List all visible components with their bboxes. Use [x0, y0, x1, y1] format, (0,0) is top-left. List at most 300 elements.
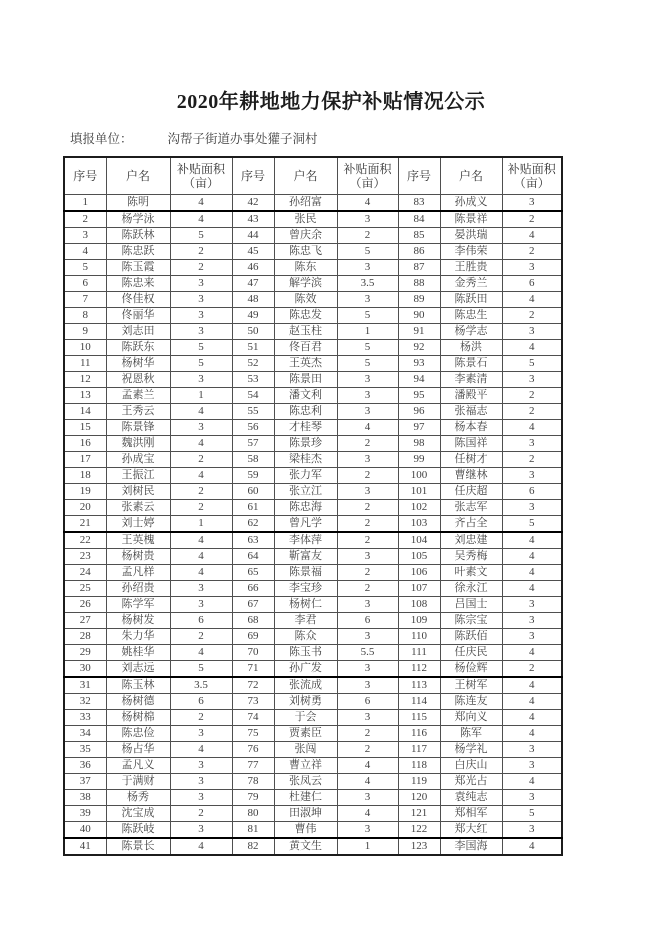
- table-row: [64, 758, 562, 774]
- entry-id-cell: 43: [232, 211, 274, 228]
- entry-id-cell: 2: [64, 211, 106, 228]
- table-row: [64, 694, 562, 710]
- entry-name-cell: 李宝珍: [274, 581, 337, 597]
- entry-area-cell: 3.5: [170, 677, 232, 694]
- entry-name-cell: 于满财: [106, 774, 170, 790]
- entry-name-cell: 晏洪瑞: [440, 228, 502, 244]
- entry-name-cell: 孙绍贵: [106, 581, 170, 597]
- entry-id-cell: 49: [232, 308, 274, 324]
- entry-name-cell: 王英杰: [274, 356, 337, 372]
- entry-name-cell: 任庆超: [440, 484, 502, 500]
- table-row: [64, 452, 562, 468]
- entry-id-cell: 42: [232, 195, 274, 212]
- entry-name-cell: 杨树德: [106, 694, 170, 710]
- entry-id-cell: 90: [398, 308, 440, 324]
- entry-id-cell: 9: [64, 324, 106, 340]
- entry-id-cell: 73: [232, 694, 274, 710]
- entry-area-cell: 2: [170, 500, 232, 516]
- entry-id-cell: 20: [64, 500, 106, 516]
- entry-id-cell: 97: [398, 420, 440, 436]
- entry-name-cell: 陈国祥: [440, 436, 502, 452]
- entry-id-cell: 17: [64, 452, 106, 468]
- entry-name-cell: 叶素文: [440, 565, 502, 581]
- entry-id-cell: 72: [232, 677, 274, 694]
- entry-id-cell: 27: [64, 613, 106, 629]
- entry-id-cell: 66: [232, 581, 274, 597]
- table-row: [64, 597, 562, 613]
- entry-name-cell: 曹伟: [274, 822, 337, 839]
- entry-id-cell: 107: [398, 581, 440, 597]
- entry-area-cell: 4: [502, 710, 562, 726]
- entry-area-cell: 2: [337, 742, 398, 758]
- entry-name-cell: 杨洪: [440, 340, 502, 356]
- entry-name-cell: 才桂琴: [274, 420, 337, 436]
- table-row: [64, 613, 562, 629]
- entry-id-cell: 96: [398, 404, 440, 420]
- entry-id-cell: 87: [398, 260, 440, 276]
- table-row: [64, 726, 562, 742]
- entry-area-cell: 4: [502, 292, 562, 308]
- entry-id-cell: 86: [398, 244, 440, 260]
- entry-area-cell: 4: [337, 195, 398, 212]
- entry-id-cell: 110: [398, 629, 440, 645]
- table-row: [64, 774, 562, 790]
- entry-name-cell: 陈忠发: [274, 308, 337, 324]
- entry-area-cell: 3: [337, 372, 398, 388]
- entry-area-cell: 5: [170, 661, 232, 678]
- entry-name-cell: 张流成: [274, 677, 337, 694]
- entry-id-cell: 63: [232, 532, 274, 549]
- entry-area-cell: 3: [170, 726, 232, 742]
- entry-id-cell: 74: [232, 710, 274, 726]
- entry-area-cell: 2: [502, 452, 562, 468]
- entry-id-cell: 10: [64, 340, 106, 356]
- table-header: [64, 157, 562, 195]
- entry-area-cell: 5: [337, 356, 398, 372]
- table-row: [64, 645, 562, 661]
- entry-name-cell: 杨树贵: [106, 549, 170, 565]
- entry-id-cell: 45: [232, 244, 274, 260]
- entry-name-cell: 李素清: [440, 372, 502, 388]
- entry-id-cell: 28: [64, 629, 106, 645]
- entry-name-cell: 杜建仁: [274, 790, 337, 806]
- entry-id-cell: 37: [64, 774, 106, 790]
- table-row: [64, 710, 562, 726]
- entry-id-cell: 122: [398, 822, 440, 839]
- entry-id-cell: 85: [398, 228, 440, 244]
- entry-area-cell: 4: [502, 581, 562, 597]
- entry-id-cell: 80: [232, 806, 274, 822]
- entry-name-cell: 李体萍: [274, 532, 337, 549]
- entry-name-cell: 王树军: [440, 677, 502, 694]
- entry-name-cell: 杨树华: [106, 356, 170, 372]
- entry-area-cell: 4: [502, 677, 562, 694]
- entry-area-cell: 2: [170, 710, 232, 726]
- table-row: [64, 806, 562, 822]
- entry-area-cell: 2: [170, 629, 232, 645]
- entry-name-cell: 王振江: [106, 468, 170, 484]
- entry-id-cell: 38: [64, 790, 106, 806]
- entry-area-cell: 3: [337, 549, 398, 565]
- entry-id-cell: 61: [232, 500, 274, 516]
- entry-name-cell: 刘志远: [106, 661, 170, 678]
- entry-area-cell: 5: [170, 356, 232, 372]
- table-row: [64, 500, 562, 516]
- entry-area-cell: 5.5: [337, 645, 398, 661]
- entry-area-cell: 3: [170, 774, 232, 790]
- entry-name-cell: 张立江: [274, 484, 337, 500]
- entry-area-cell: 5: [502, 516, 562, 533]
- table-row: [64, 244, 562, 260]
- entry-area-cell: 4: [170, 838, 232, 855]
- entry-name-cell: 陈忠来: [106, 276, 170, 292]
- entry-id-cell: 1: [64, 195, 106, 212]
- entry-area-cell: 3: [502, 822, 562, 839]
- entry-area-cell: 3: [170, 758, 232, 774]
- entry-area-cell: 2: [502, 244, 562, 260]
- entry-id-cell: 56: [232, 420, 274, 436]
- entry-area-cell: 2: [337, 468, 398, 484]
- entry-id-cell: 76: [232, 742, 274, 758]
- entry-name-cell: 杨学志: [440, 324, 502, 340]
- table-row: [64, 340, 562, 356]
- entry-name-cell: 陈效: [274, 292, 337, 308]
- entry-name-cell: 孙广发: [274, 661, 337, 678]
- entry-area-cell: 3: [502, 597, 562, 613]
- entry-area-cell: 3: [337, 661, 398, 678]
- entry-id-cell: 70: [232, 645, 274, 661]
- entry-name-cell: 杨学泳: [106, 211, 170, 228]
- entry-name-cell: 孙绍富: [274, 195, 337, 212]
- col-header-area: 补贴面积 （亩）: [337, 157, 398, 195]
- entry-name-cell: 曹继林: [440, 468, 502, 484]
- table-row: [64, 260, 562, 276]
- entry-name-cell: 张素云: [106, 500, 170, 516]
- entry-name-cell: 陈跃田: [440, 292, 502, 308]
- entry-name-cell: 陈学军: [106, 597, 170, 613]
- col-header-area: 补贴面积 （亩）: [170, 157, 232, 195]
- entry-area-cell: 2: [337, 581, 398, 597]
- entry-area-cell: 3: [337, 404, 398, 420]
- entry-id-cell: 29: [64, 645, 106, 661]
- entry-id-cell: 57: [232, 436, 274, 452]
- entry-area-cell: 5: [337, 308, 398, 324]
- entry-name-cell: 曾庆余: [274, 228, 337, 244]
- entry-name-cell: 孟凡样: [106, 565, 170, 581]
- entry-id-cell: 55: [232, 404, 274, 420]
- entry-area-cell: 2: [337, 565, 398, 581]
- entry-id-cell: 117: [398, 742, 440, 758]
- entry-id-cell: 48: [232, 292, 274, 308]
- table-row: [64, 388, 562, 404]
- entry-name-cell: 赵玉柱: [274, 324, 337, 340]
- entry-name-cell: 金秀兰: [440, 276, 502, 292]
- table-row: [64, 292, 562, 308]
- entry-area-cell: 3: [502, 260, 562, 276]
- entry-id-cell: 114: [398, 694, 440, 710]
- entry-name-cell: 陈跃佰: [440, 629, 502, 645]
- entry-area-cell: 2: [170, 244, 232, 260]
- entry-name-cell: 孙成宝: [106, 452, 170, 468]
- entry-id-cell: 51: [232, 340, 274, 356]
- subsidy-table: [63, 156, 563, 856]
- entry-name-cell: 陈连友: [440, 694, 502, 710]
- entry-area-cell: 4: [502, 228, 562, 244]
- entry-name-cell: 陈景石: [440, 356, 502, 372]
- entry-name-cell: 任庆民: [440, 645, 502, 661]
- entry-id-cell: 67: [232, 597, 274, 613]
- entry-id-cell: 69: [232, 629, 274, 645]
- entry-area-cell: 4: [502, 420, 562, 436]
- entry-name-cell: 任树才: [440, 452, 502, 468]
- entry-id-cell: 58: [232, 452, 274, 468]
- entry-name-cell: 张志军: [440, 500, 502, 516]
- entry-name-cell: 张闯: [274, 742, 337, 758]
- entry-area-cell: 4: [170, 565, 232, 581]
- entry-name-cell: 吕国士: [440, 597, 502, 613]
- col-header-index: 序号: [398, 157, 440, 195]
- entry-id-cell: 93: [398, 356, 440, 372]
- entry-id-cell: 103: [398, 516, 440, 533]
- entry-id-cell: 18: [64, 468, 106, 484]
- report-unit-value: 沟帮子街道办事处獾子洞村: [167, 132, 318, 146]
- entry-area-cell: 2: [337, 500, 398, 516]
- entry-area-cell: 3: [502, 468, 562, 484]
- entry-area-cell: 3: [170, 790, 232, 806]
- entry-name-cell: 刘士婷: [106, 516, 170, 533]
- entry-name-cell: 陈东: [274, 260, 337, 276]
- entry-area-cell: 2: [502, 404, 562, 420]
- entry-id-cell: 62: [232, 516, 274, 533]
- table-row: [64, 565, 562, 581]
- entry-name-cell: 陈忠跃: [106, 244, 170, 260]
- entry-area-cell: 4: [337, 758, 398, 774]
- entry-id-cell: 89: [398, 292, 440, 308]
- table-row: [64, 822, 562, 839]
- entry-id-cell: 31: [64, 677, 106, 694]
- entry-name-cell: 杨树发: [106, 613, 170, 629]
- report-unit-line: [70, 132, 662, 146]
- entry-name-cell: 张福志: [440, 404, 502, 420]
- entry-area-cell: 4: [170, 211, 232, 228]
- entry-id-cell: 106: [398, 565, 440, 581]
- entry-name-cell: 郑大红: [440, 822, 502, 839]
- entry-area-cell: 3: [502, 613, 562, 629]
- entry-area-cell: 3: [170, 276, 232, 292]
- entry-id-cell: 60: [232, 484, 274, 500]
- entry-id-cell: 92: [398, 340, 440, 356]
- table-row: [64, 276, 562, 292]
- entry-area-cell: 3: [502, 324, 562, 340]
- entry-area-cell: 2: [337, 436, 398, 452]
- entry-name-cell: 杨本春: [440, 420, 502, 436]
- entry-id-cell: 8: [64, 308, 106, 324]
- entry-id-cell: 6: [64, 276, 106, 292]
- entry-area-cell: 3: [337, 790, 398, 806]
- entry-id-cell: 119: [398, 774, 440, 790]
- entry-area-cell: 2: [337, 516, 398, 533]
- entry-name-cell: 陈玉书: [274, 645, 337, 661]
- entry-area-cell: 4: [502, 726, 562, 742]
- entry-name-cell: 田淑坤: [274, 806, 337, 822]
- entry-area-cell: 2: [502, 211, 562, 228]
- entry-area-cell: 4: [337, 420, 398, 436]
- entry-name-cell: 王胜贵: [440, 260, 502, 276]
- entry-id-cell: 120: [398, 790, 440, 806]
- entry-area-cell: 4: [502, 565, 562, 581]
- table-row: [64, 532, 562, 549]
- entry-id-cell: 47: [232, 276, 274, 292]
- entry-area-cell: 3: [502, 629, 562, 645]
- entry-area-cell: 4: [502, 645, 562, 661]
- entry-id-cell: 77: [232, 758, 274, 774]
- entry-area-cell: 5: [170, 340, 232, 356]
- entry-id-cell: 115: [398, 710, 440, 726]
- entry-id-cell: 52: [232, 356, 274, 372]
- entry-id-cell: 113: [398, 677, 440, 694]
- entry-area-cell: 3.5: [337, 276, 398, 292]
- entry-name-cell: 杨俭辉: [440, 661, 502, 678]
- entry-id-cell: 44: [232, 228, 274, 244]
- entry-area-cell: 4: [170, 645, 232, 661]
- entry-area-cell: 1: [170, 516, 232, 533]
- entry-id-cell: 109: [398, 613, 440, 629]
- entry-area-cell: 6: [502, 484, 562, 500]
- table-row: [64, 549, 562, 565]
- entry-area-cell: 2: [337, 228, 398, 244]
- entry-name-cell: 张力军: [274, 468, 337, 484]
- entry-name-cell: 郑光占: [440, 774, 502, 790]
- entry-name-cell: 陈跃岐: [106, 822, 170, 839]
- entry-area-cell: 2: [170, 260, 232, 276]
- entry-id-cell: 16: [64, 436, 106, 452]
- entry-area-cell: 3: [502, 758, 562, 774]
- entry-name-cell: 陈军: [440, 726, 502, 742]
- entry-name-cell: 孙成义: [440, 195, 502, 212]
- entry-area-cell: 3: [170, 581, 232, 597]
- entry-area-cell: 3: [337, 629, 398, 645]
- entry-area-cell: 3: [502, 195, 562, 212]
- entry-id-cell: 53: [232, 372, 274, 388]
- entry-id-cell: 104: [398, 532, 440, 549]
- entry-area-cell: 3: [170, 822, 232, 839]
- table-row: [64, 661, 562, 678]
- entry-id-cell: 30: [64, 661, 106, 678]
- entry-name-cell: 姚桂华: [106, 645, 170, 661]
- entry-name-cell: 杨树棉: [106, 710, 170, 726]
- entry-name-cell: 陈跃林: [106, 228, 170, 244]
- entry-id-cell: 4: [64, 244, 106, 260]
- entry-name-cell: 杨秀: [106, 790, 170, 806]
- entry-id-cell: 39: [64, 806, 106, 822]
- entry-area-cell: 3: [337, 260, 398, 276]
- entry-id-cell: 13: [64, 388, 106, 404]
- entry-name-cell: 张民: [274, 211, 337, 228]
- entry-name-cell: 陈忠飞: [274, 244, 337, 260]
- entry-name-cell: 潘文利: [274, 388, 337, 404]
- entry-id-cell: 88: [398, 276, 440, 292]
- entry-id-cell: 36: [64, 758, 106, 774]
- entry-id-cell: 68: [232, 613, 274, 629]
- entry-id-cell: 46: [232, 260, 274, 276]
- entry-area-cell: 3: [170, 420, 232, 436]
- entry-name-cell: 陈明: [106, 195, 170, 212]
- table-row: [64, 436, 562, 452]
- entry-name-cell: 魏洪刚: [106, 436, 170, 452]
- entry-id-cell: 24: [64, 565, 106, 581]
- entry-id-cell: 105: [398, 549, 440, 565]
- col-header-name: 户名: [440, 157, 502, 195]
- entry-id-cell: 100: [398, 468, 440, 484]
- entry-id-cell: 99: [398, 452, 440, 468]
- entry-id-cell: 118: [398, 758, 440, 774]
- entry-name-cell: 陈忠生: [440, 308, 502, 324]
- entry-name-cell: 杨占华: [106, 742, 170, 758]
- table-row: [64, 838, 562, 855]
- entry-area-cell: 4: [170, 195, 232, 212]
- table-row: [64, 211, 562, 228]
- entry-area-cell: 4: [337, 806, 398, 822]
- entry-name-cell: 齐占全: [440, 516, 502, 533]
- entry-name-cell: 李伟荣: [440, 244, 502, 260]
- entry-area-cell: 1: [337, 324, 398, 340]
- entry-name-cell: 曾凡学: [274, 516, 337, 533]
- entry-area-cell: 3: [170, 292, 232, 308]
- entry-area-cell: 4: [170, 532, 232, 549]
- entry-area-cell: 5: [170, 228, 232, 244]
- entry-name-cell: 黄文生: [274, 838, 337, 855]
- entry-name-cell: 梁桂杰: [274, 452, 337, 468]
- page-title: 2020年耕地地力保护补贴情况公示: [176, 91, 486, 113]
- entry-name-cell: 于会: [274, 710, 337, 726]
- entry-id-cell: 35: [64, 742, 106, 758]
- table-row: [64, 484, 562, 500]
- entry-name-cell: 郑向义: [440, 710, 502, 726]
- entry-id-cell: 81: [232, 822, 274, 839]
- entry-id-cell: 94: [398, 372, 440, 388]
- entry-name-cell: 解学滨: [274, 276, 337, 292]
- entry-area-cell: 6: [170, 694, 232, 710]
- entry-id-cell: 123: [398, 838, 440, 855]
- entry-name-cell: 王英槐: [106, 532, 170, 549]
- entry-area-cell: 3: [337, 484, 398, 500]
- entry-area-cell: 2: [502, 308, 562, 324]
- entry-name-cell: 陈玉霞: [106, 260, 170, 276]
- entry-name-cell: 刘忠建: [440, 532, 502, 549]
- col-header-index: 序号: [232, 157, 274, 195]
- table-row: [64, 356, 562, 372]
- entry-name-cell: 佟佳权: [106, 292, 170, 308]
- table-row: [64, 195, 562, 212]
- entry-area-cell: 4: [502, 838, 562, 855]
- entry-area-cell: 4: [170, 436, 232, 452]
- entry-area-cell: 3: [502, 790, 562, 806]
- table-row: [64, 228, 562, 244]
- entry-area-cell: 4: [170, 742, 232, 758]
- entry-id-cell: 75: [232, 726, 274, 742]
- header-row: [64, 157, 562, 195]
- table-row: [64, 308, 562, 324]
- entry-area-cell: 4: [502, 774, 562, 790]
- entry-name-cell: 潘殿平: [440, 388, 502, 404]
- entry-id-cell: 23: [64, 549, 106, 565]
- entry-area-cell: 4: [337, 774, 398, 790]
- entry-area-cell: 4: [502, 532, 562, 549]
- col-header-name: 户名: [274, 157, 337, 195]
- entry-area-cell: 6: [502, 276, 562, 292]
- table-row: [64, 629, 562, 645]
- entry-area-cell: 3: [337, 388, 398, 404]
